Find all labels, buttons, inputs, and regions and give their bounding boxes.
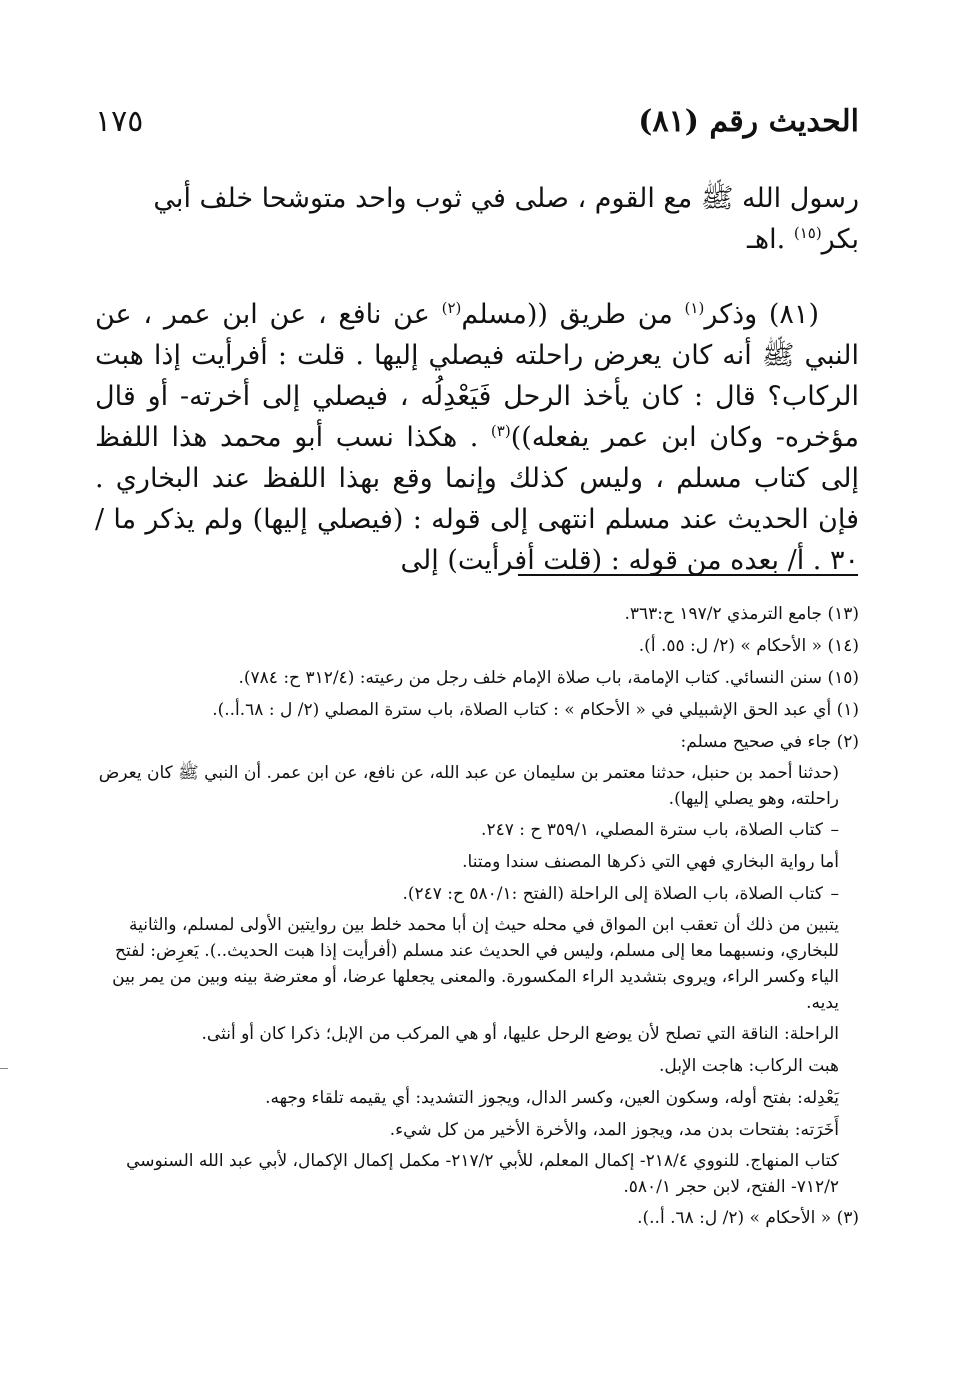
hadith-text-b: عن نافع ، عن ابن عمر ، عن النبي ﷺ أنه كان يعرض راحلته فيصلي إليها . قلت : أفرأيت إذا هبت الركاب؟ قال : كان يأخذ الرحل فَيَعْدِلُه ، فيصلي إلى أخرته- أو قال مؤخره- وكان ابن عمر يفعله)) — [95, 299, 859, 453]
continuation-end: بكر — [821, 224, 859, 255]
footnote-ref-1: (١) — [684, 299, 705, 317]
main-text — [95, 178, 859, 581]
footnote-ref-3: (٣) — [490, 422, 511, 440]
dash-marker: – — [830, 884, 839, 904]
continuation-suffix: .اهـ — [747, 224, 794, 255]
dash-marker: – — [830, 820, 839, 840]
footnote-2-rahila: الراحلة: الناقة التي تصلح لأن يوضع الرحل عليها، أو هي المركب من الإبل؛ ذكرا كان أو أنثى. — [201, 1024, 839, 1044]
footnote-2-akhirah: أَخَرَته: بفتحات بدن مد، ويجوز المد، والأخرة الأخير من كل شيء. — [389, 1120, 839, 1140]
footnote-2-quote: (حدثنا أحمد بن حنبل، حدثنا معتمر بن سليمان عن عبد الله، عن نافع، عن ابن عمر. أن النبي ﷺ كان يعرض راحلته، وهو يصلي إليها). — [98, 763, 839, 809]
footnote-2-bukhari-intro: أما رواية البخاري فهي التي ذكرها المصنف سندا ومتنا. — [462, 852, 839, 872]
footnote-2-ref-bukhari — [95, 880, 859, 908]
hadith-81-paragraph — [95, 294, 859, 581]
footnote-ref-2: (٢) — [441, 299, 462, 317]
footnote-2-sources: كتاب المنهاج. للنووي ٢١٨/٤- إكمال المعلم، للأبي ٢١٧/٢- مكمل إكمال الإكمال، لأبي عبد الله السنوسي ٧١٢/٢- الفتح، لابن حجر ٥٨٠/١. — [126, 1151, 839, 1197]
page-number: ١٧٥ — [95, 104, 144, 139]
ref-text: كتاب الصلاة، باب سترة المصلي، ٣٥٩/١ ح : ٢٤٧. — [481, 820, 823, 840]
footnote-14: (١٤) « الأحكام » (٢/ ل: ٥٥. أ). — [638, 636, 859, 656]
footnote-13: (١٣) جامع الترمذي ١٩٧/٢ ح:٣٦٣. — [624, 604, 859, 624]
footnote-2-yadiluh: يَعْدِله: بفتح أوله، وسكون العين، وكسر الدال، ويجوز التشديد: أي يقيمه تلقاء وجهه. — [265, 1088, 839, 1108]
scan-edge-mark — [0, 1068, 8, 1069]
footnote-2-intro: (٢) جاء في صحيح مسلم: — [680, 732, 859, 752]
hadith-text-c: . هكذا نسب أبو محمد هذا اللفظ إلى كتاب مسلم ، وليس كذلك وإنما وقع بهذا اللفظ عند البخاري . فإن الحديث عند مسلم انتهى إلى قوله : (فيصلي إليها) ولم يذكر ما /٣٠ . أ/ بعده من قوله : (قلت أفرأيت) إلى — [95, 422, 859, 576]
chapter-title: الحديث رقم (٨١) — [638, 104, 859, 139]
ref-text: كتاب الصلاة، باب الصلاة إلى الراحلة (الفتح :٥٨٠/١ ح: ٢٤٧). — [402, 884, 823, 904]
paragraph-continuation — [95, 178, 859, 260]
footnote-15: (١٥) سنن النسائي. كتاب الإمامة، باب صلاة الإمام خلف رجل من رعيته: (٣١٢/٤ ح: ٧٨٤). — [238, 668, 859, 688]
footnote-divider — [518, 574, 858, 576]
hadith-text-a: من طريق ((مسلم — [461, 299, 685, 330]
footnote-3: (٣) « الأحكام » (٢/ ل: ٦٨. أ..). — [637, 1208, 859, 1228]
hadith-number: (٨١) وذكر — [704, 299, 819, 330]
footnote-ref-15: (١٥) — [793, 224, 822, 242]
footnote-2-commentary: يتبين من ذلك أن تعقب ابن المواق في محله حيث إن أبا محمد خلط بين روايتين الأولى لمسلم، والثانية للبخاري، ونسبهما معا إلى مسلم، وليس في الحديث عند مسلم (أفرأيت إذا هبت الحديث..). يَعرِض: لفتح الياء وكسر الراء، ويروى بتشديد الراء المكسورة. والمعنى يجعلها عرضا، أو معترضة بينه وبين من يمر بين يديه. — [112, 915, 839, 1013]
footnote-2-ref-muslim — [95, 816, 859, 844]
continuation-line: رسول الله ﷺ مع القوم ، صلى في ثوب واحد متوشحا خلف أبي — [153, 183, 859, 214]
page-header — [95, 104, 859, 148]
footnote-1: (١) أي عبد الحق الإشبيلي في « الأحكام » : كتاب الصلاة، باب سترة المصلي (٢/ ل : ٦٨.أ..). — [212, 700, 859, 720]
footnotes — [95, 600, 859, 1236]
footnote-2-rikab: هبت الركاب: هاجت الإبل. — [658, 1056, 839, 1076]
